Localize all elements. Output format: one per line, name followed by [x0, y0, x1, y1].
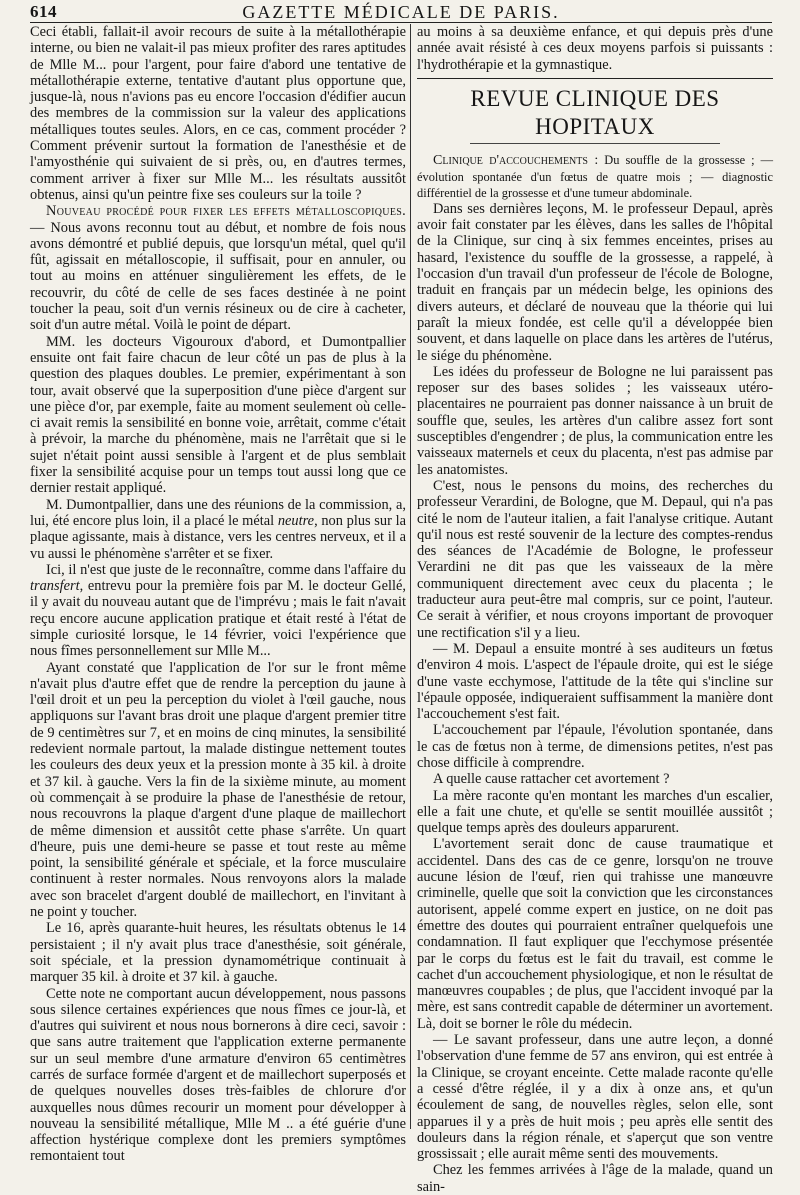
paragraph	[30, 203, 406, 333]
paragraph: L'avortement serait donc de cause traumatique et accidentel. Dans des cas de ce genre, lorsqu'on ne trouve aucune lésion de l'œuf, rien qui trahisse une manœuvre criminelle, quelle que soit la conviction que les circonstances autorisent, appelé comme expert en justice, on ne doit pas émettre des doutes qui pourraient entraîner quelquefois une condamnation. Il faut expliquer que l'ecchymose présentée par le corps du fœtus est le fait du travail, est comme le cachet d'un accouchement physiologique, et non le résultat de manœuvres coupables ; de plus, que l'accident invoqué par la mère, est sans contredit capable de déterminer un avortement. Là, doit se borner le rôle du médecin.	[417, 836, 773, 1032]
page-header	[30, 2, 772, 23]
paragraph: — Le savant professeur, dans une autre leçon, a donné l'observation d'une femme de 57 ans environ, qui est entrée à la Clinique, se croyant enceinte. Cette malade raconte qu'elle a cessé d'être réglée, il y a dix à onze ans, et qu'un écoulement de sang, de nouvelles règles, selon elle, sont apparues il y a près de huit mois ; peu après elle sentit des douleurs dans la région rénale, et s'aperçut que son ventre grossissait ; elle aurait même senti des mouvements.	[417, 1032, 773, 1163]
paragraph-text: , non plus sur la plaque agissante, mais à distance, vers les centres nerveux, et il a vu aussi le phénomène s'arrêter et se fixer.	[30, 512, 406, 562]
right-column	[417, 24, 774, 1195]
paragraph: Les idées du professeur de Bologne ne lui paraissent pas reposer sur des bases solides ; les vaisseaux utéro-placentaires ne pourraient pas donner naissance à un bruit de souffle que, seules, les artères d'un calibre assez fort sont susceptibles d'engendrer ; de plus, la communication entre les vaisseaux maternels et ceux du placenta, n'est pas admise par les anatomistes.	[417, 363, 773, 478]
section-title: REVUE CLINIQUE DES HOPITAUX	[470, 85, 720, 139]
clinic-topics: Du souffle de la grossesse ; — évolution spontanée d'un fœtus de quatre mois ; — diagnostic différentiel de la grossesse et d'une tumeur abdominale.	[417, 152, 774, 200]
left-column	[30, 24, 406, 1165]
paragraph-text: Nous avons reconnu tout au début, et nombre de fois nous avons démontré et publié depuis, que lorsqu'un métal, quel qu'il fût, agissait en métalloscopie, il suffisait, pour en annuler, ou tout au moins en atténuer singulièrement les effets, de le recouvrir, du côté de celle de ses faces destinée à ne point toucher la peau, soit d'un vernis résineux ou de cire à cacheter, soit d'un autre métal. Voilà le point de départ.	[30, 219, 406, 334]
paragraph	[30, 562, 406, 660]
paragraph: MM. les docteurs Vigouroux d'abord, et Dumontpallier ensuite ont fait faire chacun de leur côté un pas de plus à la question des plaques doubles. Le premier, expérimentant à son tour, avait observé que la superposition d'une pièce d'argent sur une pièce d'or, par exemple, faite au moment seulement où celle-ci avait remis la sensibilité en bonne voie, arrêtait, comme c'était à prévoir, la marche du phénomène, mais ne l'arrêtait que si le sujet n'était point aussi sensible à l'argent et de plus semblait fixer la sensibilité acquise pour un temps tout aussi long que ce dernier restait appliqué.	[30, 333, 406, 497]
paragraph: au moins à sa deuxième enfance, et qui depuis près d'une année avait résisté à ces deux moyens parfois si puissants : l'hydrothérapie et la gymnastique.	[417, 24, 773, 73]
paragraph: Cette note ne comportant aucun développement, nous passons sous silence certaines expériences que nous fîmes ce jour-là, et d'autres qui suivirent et nous nous bornerons à dire ceci, savoir : que sans autre traitement que l'application externe permanente sur un seul membre d'une armature d'environ 65 centimètres carrés de surface formée d'argent et de maillechort superposés et de quelques nouvelles doses très-faibles de chlorure d'or auxquelles nous dûmes recourir un moment pour développer à nouveau la sensibilité métallique, Mlle M .. a été guérie d'une affection hystérique complexe dont les premiers symptômes remontaient tout	[30, 985, 406, 1165]
journal-title: GAZETTE MÉDICALE DE PARIS.	[242, 2, 560, 22]
paragraph	[30, 497, 406, 562]
paragraph: La mère raconte qu'en montant les marches d'un escalier, elle a fait une chute, et qu'elle se sentit mouillée aussitôt ; quelque temps après des douleurs apparurent.	[417, 787, 773, 837]
paragraph: C'est, nous le pensons du moins, des recherches du professeur Verardini, de Bologne, que M. Depaul, qui n'a pas cité le nom de l'auteur italien, a fait l'analyse critique. Autant qu'il nous est resté souvenir de la lecture des comptes-rendus des séances de l'Académie de Bologne, le professeur Verardini ne dit pas que les vaisseaux de la mère communiquent directement avec ceux du placenta ; le traducteur aura peut-être mal compris, sur ce point, l'auteur. Ce serait à vérifier, et nous croyons important de provoquer une rectification s'il y a lieu.	[417, 477, 773, 641]
italic-term: transfert	[30, 578, 80, 595]
paragraph: A quelle cause rattacher cet avortement ?	[433, 771, 670, 788]
page-number: 614	[30, 2, 57, 21]
paragraph: Chez les femmes arrivées à l'âge de la malade, quand un sain-	[417, 1162, 773, 1195]
title-underline	[470, 143, 719, 144]
paragraph: Ayant constaté que l'application de l'or sur le front même n'avait plus d'autre effet que de rendre la perception du jaune à l'œil droit et un peu la perception du violet à l'œil gauche, nous appliquons sur l'avant bras droit une plaque d'argent premier titre de 9 centimètres sur 7, et en moins de cinq minutes, la sensibilité redevient normale partout, la malade distingue nettement toutes les couleurs des deux yeux et la pression monte à 35 kil. à droite et 37 kil. à gauche. Vers la fin de la sixième minute, au moment où commençait à se produire la phase de l'anesthésie de retour, nous recouvrons la plaque d'argent d'une plaque de maillechort de même dimension et aussitôt cette phase s'arrête. Un quart d'heure, puis une demi-heure se passe et tout reste au même point, la sensibilité générale et spéciale, et la force musculaire continuent à rester normales. Nous renvoyons alors la malade avec son bracelet d'argent doublé de maillechort, en l'invitant à ne point y toucher.	[30, 659, 406, 921]
section-divider	[417, 78, 773, 79]
italic-term: neutre	[277, 512, 315, 529]
paragraph: Ceci établi, fallait-il avoir recours de suite à la métallothérapie interne, ou bien ne valait-il pas mieux profiter des rares aptitudes de Mlle M... pour l'argent, pour faire d'abord une tentative de métallothérapie externe, tentative d'autant plus opportune que, jusque-là, nous n'avions pas eu encore l'occasion d'édifier aucun des membres de la commission sur la valeur des applications métalliques toutes seules. Alors, en ce cas, comment procéder ? Comment prévenir surtout la formation de l'anesthésie et de l'amyosthénie qui suivaient de si près, ou, en d'autres termes, comment arriver à fixer sur Mlle M... les résultats aussitôt obtenus, ainsi qu'un peintre fixe ses couleurs sur la toile ?	[30, 24, 406, 203]
paragraph-heading: Nouveau procédé pour fixer les effets métalloscopiques. —	[30, 203, 406, 236]
column-divider	[410, 24, 411, 1129]
clinic-heading	[417, 152, 773, 201]
paragraph: Dans ses dernières leçons, M. le professeur Depaul, après avoir fait constater par les élèves, dans les salles de l'hôpital de la Clinique, sur cinq à six femmes enceintes, prises au hasard, l'existence du souffle de la grossesse, a rappelé, à l'occasion d'un travail d'un professeur de l'école de Bologne, traduit en français par un médecin belge, les opinions des divers auteurs, et déclaré de nouveau que la théorie qui lui paraît la mieux fondée, est celle qu'il a développée bien souvent, et dans laquelle on place dans les artères de l'utérus, le siége du phénomène.	[417, 200, 773, 364]
paragraph: L'accouchement par l'épaule, l'évolution spontanée, dans le cas de fœtus non à terme, de dimensions petites, n'est pas chose difficile à comprendre.	[417, 722, 773, 771]
paragraph-text: M. Dumontpallier, dans une des réunions de la commission, a, lui, été encore plus loin, il a placé le métal	[30, 496, 406, 529]
clinic-lead: Clinique d'accouchements :	[433, 152, 599, 168]
paragraph-text: Ici, il n'est que juste de le reconnaître, comme dans l'affaire du	[46, 561, 406, 578]
paragraph: — M. Depaul a ensuite montré à ses auditeurs un fœtus d'environ 4 mois. L'aspect de l'épaule droite, qui est le siége d'une vaste ecchymose, l'attitude de la tête qui s'incline sur l'épaule opposée, indiqueraient suffisamment la manière dont l'accouchement s'est fait.	[417, 640, 773, 723]
paragraph: Le 16, après quarante-huit heures, les résultats obtenus le 14 persistaient ; il n'y avait plus trace d'anesthésie, soit générale, soit spéciale, et la pression dynamométrique continuait à marquer 35 kil. à droite et 37 kil. à gauche.	[30, 920, 406, 986]
paragraph-text: , entrevu pour la première fois par M. le docteur Gellé, il y avait du nouveau autant que de l'imprévu ; mais le fait n'avait reçu encore aucune application pratique et était resté à l'état de simple curiosité lorsque, le 14 février, voici l'expérience que nous fîmes personnellement sur Mlle M...	[30, 578, 406, 660]
